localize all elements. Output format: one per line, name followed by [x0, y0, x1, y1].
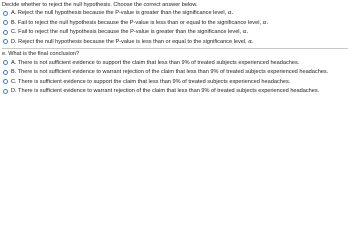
part-e-question: e. What is the final conclusion? — [2, 51, 80, 57]
radio-button[interactable] — [3, 30, 8, 35]
option-label[interactable]: B. There is not sufficient evidence to warrant rejection of the claim that less than 9% of treated subjects experienced headaches. — [11, 69, 329, 76]
option-label[interactable]: B. Fail to reject the null hypothesis because the P-value is less than or equal to the significance level, α. — [11, 19, 269, 26]
radio-button[interactable] — [3, 70, 8, 75]
part-d-option-c[interactable] — [2, 28, 348, 38]
section-divider — [2, 48, 348, 49]
option-label[interactable]: C. Fail to reject the null hypothesis because the P-value is greater than the significance level, α. — [11, 29, 249, 36]
radio-button[interactable] — [3, 89, 8, 94]
part-e-block — [2, 50, 348, 96]
option-label[interactable]: A. There is not sufficient evidence to support the claim that less than 9% of treated subjects experienced headaches. — [11, 59, 300, 66]
part-e-option-c[interactable] — [2, 77, 348, 87]
question-panel — [2, 0, 348, 96]
part-d-option-b[interactable] — [2, 18, 348, 28]
part-e-option-a[interactable] — [2, 58, 348, 68]
radio-button[interactable] — [3, 39, 8, 44]
option-label[interactable]: A. Reject the null hypothesis because the P-value is greater than the significance level, α. — [11, 10, 234, 17]
radio-button[interactable] — [3, 79, 8, 84]
option-label[interactable]: D. There is sufficient evidence to warrant rejection of the claim that less than 9% of treated subjects experienced headaches. — [11, 88, 320, 95]
radio-button[interactable] — [3, 20, 8, 25]
part-e-option-d[interactable] — [2, 87, 348, 97]
option-label[interactable]: D. Reject the null hypothesis because the P-value is less than or equal to the significance level, α. — [11, 38, 254, 45]
part-d-option-d[interactable] — [2, 37, 348, 47]
radio-button[interactable] — [3, 60, 8, 65]
radio-button[interactable] — [3, 11, 8, 16]
option-label[interactable]: C. There is sufficient evidence to support the claim that less than 9% of treated subjects experienced headaches. — [11, 78, 291, 85]
part-d-option-a[interactable] — [2, 9, 348, 19]
part-d-block — [2, 1, 348, 47]
part-d-question: Decide whether to reject the null hypothesis. Choose the correct answer below. — [2, 1, 198, 8]
part-e-option-b[interactable] — [2, 68, 348, 78]
